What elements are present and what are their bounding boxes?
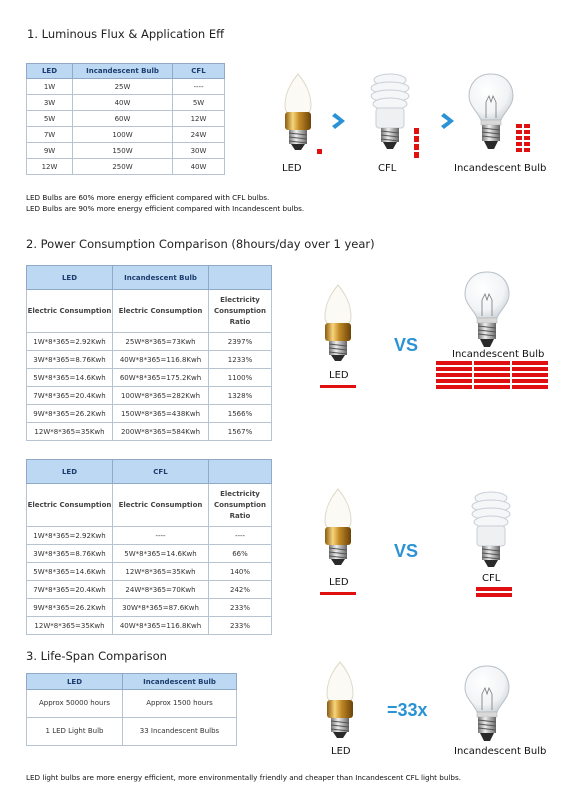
incandescent-label: Incandescent Bulb xyxy=(454,746,547,757)
vs-label: VS xyxy=(394,541,419,561)
table-subheader: Electricity Consumption Ratio xyxy=(209,484,272,527)
footer-note: LED light bulbs are more energy efficient, more environmentally friendly and cheaper than Incandescent CFL light bulbs. xyxy=(26,773,461,782)
section1-title: 1. Luminous Flux & Application Eff xyxy=(27,27,225,41)
led-label: LED xyxy=(331,746,351,757)
led-red-bar xyxy=(317,149,322,154)
incandescent-bulb-icon xyxy=(462,270,512,350)
table-header xyxy=(209,266,272,290)
section2-title: 2. Power Consumption Comparison (8hours/day over 1 year) xyxy=(26,237,375,251)
table-cell: 3W*8*365=8.76Kwh xyxy=(27,351,113,369)
table-cell: 40W*8*365=116.8Kwh xyxy=(113,351,209,369)
table-subheader: Electric Consumption xyxy=(113,290,209,333)
table-cell: 12W*8*365=35Kwh xyxy=(27,423,113,441)
table-cell: 1100% xyxy=(209,369,272,387)
table-cell: 7W*8*365=20.4Kwh xyxy=(27,387,113,405)
table-cell: 100W*8*365=282Kwh xyxy=(113,387,209,405)
table-cell: 25W*8*365=73Kwh xyxy=(113,333,209,351)
table-cell: ---- xyxy=(113,527,209,545)
led-bulb-icon xyxy=(320,660,360,740)
section3-title: 3. Life-Span Comparison xyxy=(26,649,167,663)
cfl-red-bars xyxy=(414,128,419,158)
led-label: LED xyxy=(329,577,349,588)
table-cell: 3W*8*365=8.76Kwh xyxy=(27,545,113,563)
table-cell: Approx 50000 hours xyxy=(27,690,123,718)
cfl-bulb-icon xyxy=(365,72,415,152)
note-line-1: LED Bulbs are 60% more energy efficient compared with CFL bulbs. xyxy=(26,193,270,202)
table-cell: 1 LED Light Bulb xyxy=(27,718,123,746)
table-cell: 200W*8*365=584Kwh xyxy=(113,423,209,441)
table-cell: 12W*8*365=35Kwh xyxy=(27,617,113,635)
table-cell: 9W*8*365=26.2Kwh xyxy=(27,405,113,423)
chevron-right-icon xyxy=(331,111,351,131)
table-cell: 2397% xyxy=(209,333,272,351)
table-header: LED xyxy=(27,460,113,484)
table-cell: 7W*8*365=20.4Kwh xyxy=(27,581,113,599)
table-cell: 9W xyxy=(27,143,73,159)
table-cell: 1W*8*365=2.92Kwh xyxy=(27,333,113,351)
table-cell: 242% xyxy=(209,581,272,599)
incandescent-label: Incandescent Bulb xyxy=(454,163,547,174)
led-red-bar xyxy=(320,385,356,388)
table-header: LED xyxy=(27,266,113,290)
led-label: LED xyxy=(282,163,302,174)
led-bulb-icon xyxy=(278,72,318,152)
led-bulb-icon xyxy=(318,283,358,363)
table-cell: 12W xyxy=(27,159,73,175)
led-bulb-icon xyxy=(318,487,358,567)
table-cell: 233% xyxy=(209,617,272,635)
table-subheader: Electric Consumption xyxy=(27,484,113,527)
table-cell: 150W xyxy=(73,143,173,159)
note-line-2: LED Bulbs are 90% more energy efficient compared with Incandescent bulbs. xyxy=(26,204,305,213)
table-cell: 3W xyxy=(27,95,73,111)
led-red-bar xyxy=(320,592,356,595)
incandescent-red-bars xyxy=(436,361,548,389)
table-cell: 250W xyxy=(73,159,173,175)
table-cell: 1328% xyxy=(209,387,272,405)
table-cell: 5W xyxy=(173,95,225,111)
table-cell: 40W xyxy=(173,159,225,175)
table-header: LED xyxy=(27,64,73,79)
table-cell: 40W xyxy=(73,95,173,111)
table-cell: 1566% xyxy=(209,405,272,423)
table-cell: 1233% xyxy=(209,351,272,369)
led-label: LED xyxy=(329,370,349,381)
table-header xyxy=(209,460,272,484)
incandescent-label: Incandescent Bulb xyxy=(452,349,545,360)
lifespan-table xyxy=(26,673,237,746)
table-cell: ---- xyxy=(173,79,225,95)
cfl-label: CFL xyxy=(378,163,397,174)
table-cell: 66% xyxy=(209,545,272,563)
table-header: LED xyxy=(27,674,123,690)
table-header: Incandescent Bulb xyxy=(123,674,237,690)
table-cell: 100W xyxy=(73,127,173,143)
table-cell: ---- xyxy=(209,527,272,545)
cfl-label: CFL xyxy=(482,573,501,584)
vs-label: VS xyxy=(394,335,419,355)
cfl-red-bars xyxy=(476,587,512,597)
table-cell: Approx 1500 hours xyxy=(123,690,237,718)
incandescent-bulb-icon xyxy=(462,664,512,744)
table-cell: 233% xyxy=(209,599,272,617)
chevron-right-icon xyxy=(440,111,460,131)
table-cell: 9W*8*365=26.2Kwh xyxy=(27,599,113,617)
incandescent-red-bars xyxy=(516,124,530,152)
table-cell: 150W*8*365=438Kwh xyxy=(113,405,209,423)
table-cell: 5W*8*365=14.6Kwh xyxy=(27,563,113,581)
table-cell: 1567% xyxy=(209,423,272,441)
table-cell: 5W*8*365=14.6Kwh xyxy=(27,369,113,387)
table-cell: 60W xyxy=(73,111,173,127)
incandescent-bulb-icon xyxy=(466,72,516,152)
table-cell: 40W*8*365=116.8Kwh xyxy=(113,617,209,635)
table-header: CFL xyxy=(113,460,209,484)
table-header: CFL xyxy=(173,64,225,79)
table-subheader: Electricity Consumption Ratio xyxy=(209,290,272,333)
cfl-bulb-icon xyxy=(466,490,516,570)
table-cell: 30W xyxy=(173,143,225,159)
table-cell: 12W xyxy=(173,111,225,127)
power-led-vs-incandescent-table xyxy=(26,265,272,441)
table-cell: 33 Incandescent Bulbs xyxy=(123,718,237,746)
table-cell: 1W*8*365=2.92Kwh xyxy=(27,527,113,545)
table-subheader: Electric Consumption xyxy=(113,484,209,527)
table-subheader: Electric Consumption xyxy=(27,290,113,333)
table-cell: 5W*8*365=14.6Kwh xyxy=(113,545,209,563)
table-cell: 5W xyxy=(27,111,73,127)
table-cell: 1W xyxy=(27,79,73,95)
table-header: Incandescent Bulb xyxy=(113,266,209,290)
table-cell: 24W xyxy=(173,127,225,143)
table-header: Incandescent Bulb xyxy=(73,64,173,79)
table-cell: 25W xyxy=(73,79,173,95)
table-cell: 30W*8*365=87.6Kwh xyxy=(113,599,209,617)
luminous-flux-table xyxy=(26,63,225,175)
table-cell: 140% xyxy=(209,563,272,581)
multiplier-label: =33x xyxy=(387,700,428,720)
table-cell: 12W*8*365=35Kwh xyxy=(113,563,209,581)
power-led-vs-cfl-table xyxy=(26,459,272,635)
table-cell: 24W*8*365=70Kwh xyxy=(113,581,209,599)
table-cell: 7W xyxy=(27,127,73,143)
table-cell: 60W*8*365=175.2Kwh xyxy=(113,369,209,387)
